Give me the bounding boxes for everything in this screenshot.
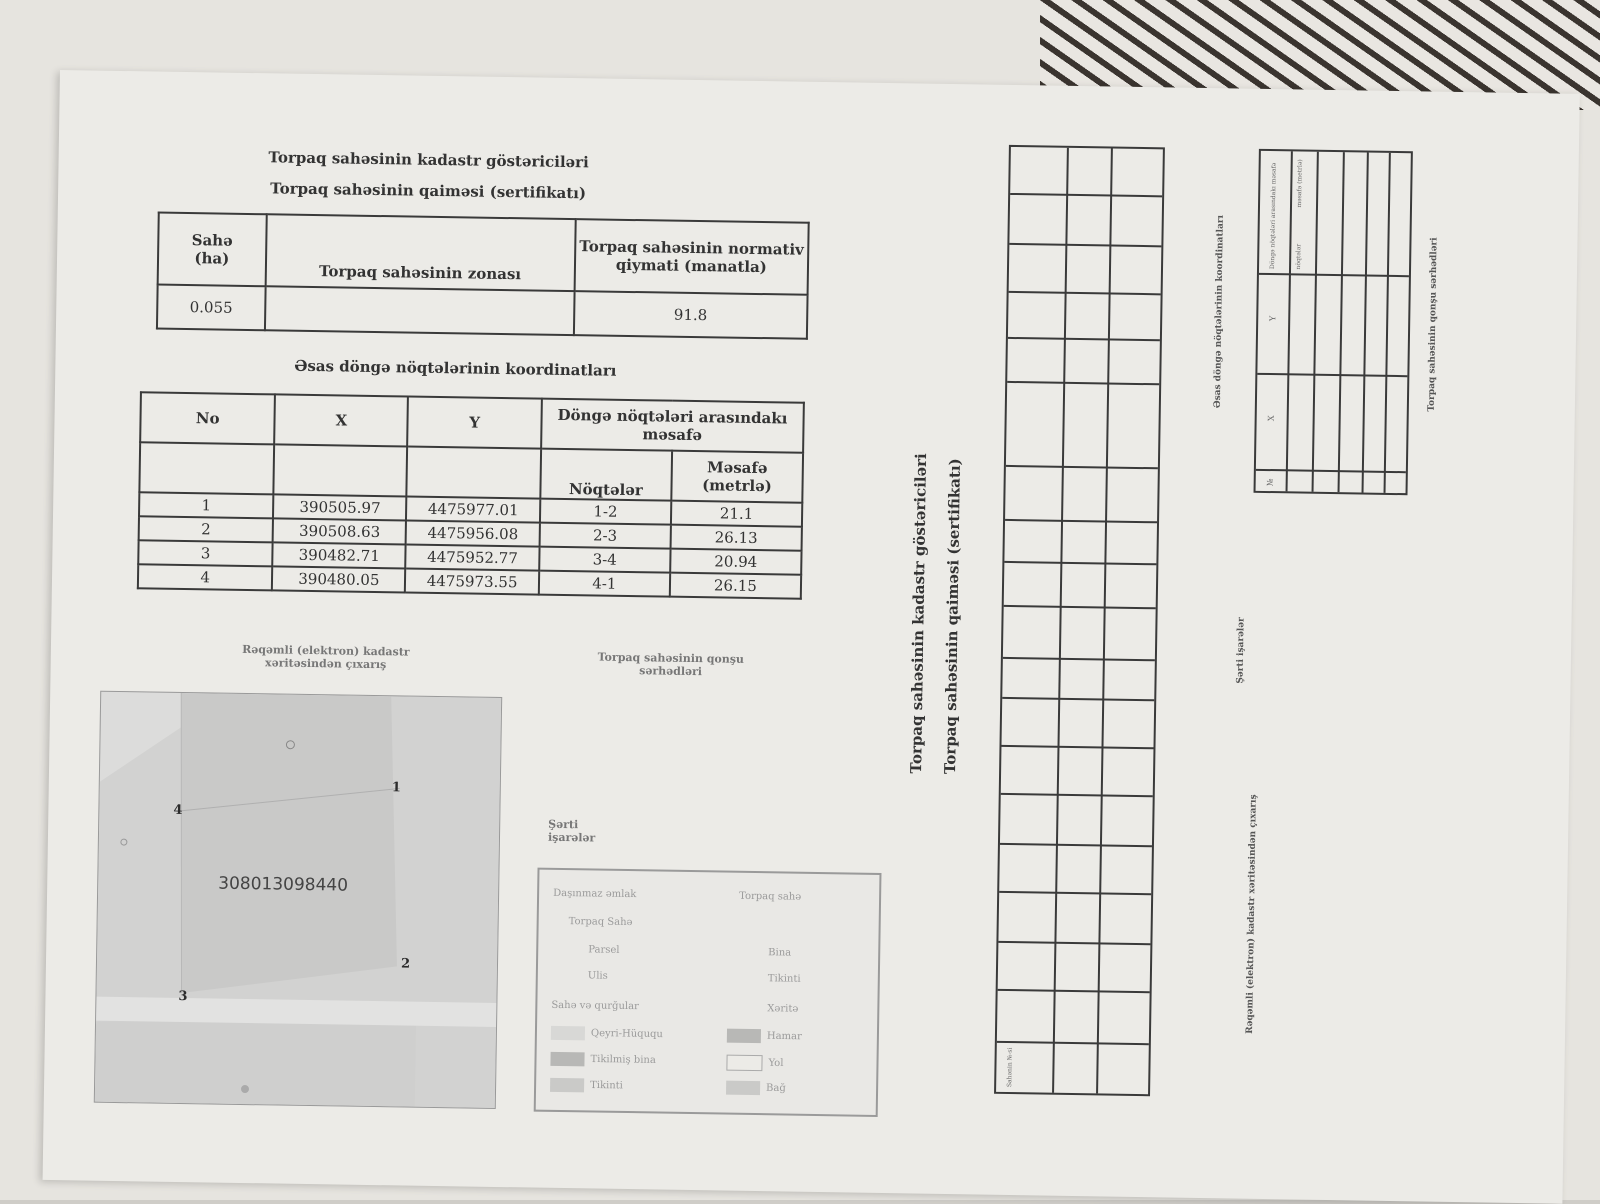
col-distance-header: Məsafə (metrlə) — [671, 451, 803, 503]
vertex-label: 3 — [178, 988, 188, 1005]
swatch — [550, 1052, 584, 1067]
right-subtitle: Torpaq sahəsinin qaiməsi (sertifikatı) — [941, 458, 965, 775]
row-no: 2 — [139, 516, 274, 542]
swatch — [551, 1026, 585, 1041]
col-between-header: Döngə nöqtələri arasındakı məsafə — [541, 399, 804, 453]
row-no: 4 — [138, 564, 273, 590]
row-distance: 26.13 — [670, 525, 801, 551]
row-distance: 26.15 — [670, 573, 801, 599]
right-title: Torpaq sahəsinin kadastr göstəriciləri — [907, 453, 931, 774]
row-points: 4-1 — [539, 571, 670, 597]
doc-subtitle: Torpaq sahəsinin qaiməsi (sertifikatı) — [270, 179, 587, 203]
row-distance: 21.1 — [671, 501, 802, 527]
right-coords-table — [1254, 149, 1413, 495]
owner-col-label: Sahənin №-si — [1006, 1047, 1014, 1088]
row-points: 2-3 — [539, 523, 670, 549]
legend-item: Tikilmiş bina — [550, 1052, 656, 1068]
legend-item: Parsel — [588, 944, 620, 956]
right-col-x: X — [1266, 415, 1276, 422]
row-distance: 20.94 — [670, 549, 801, 575]
legend-col2-title: Torpaq sahə — [739, 890, 802, 903]
row-y: 4475973.55 — [405, 568, 539, 594]
right-col-points: nöqtələr — [1295, 243, 1303, 270]
swatch — [726, 1055, 762, 1072]
col-value-header: Torpaq sahəsinin normativ qiymati (manatla) — [574, 219, 808, 295]
col-x-header: X — [274, 394, 408, 446]
right-boundary-caption: Torpaq sahəsinin qonşu sərhədləri — [1426, 237, 1440, 412]
area-value: 0.055 — [157, 285, 265, 331]
row-no: 3 — [138, 540, 273, 566]
legend-item: Xəritə — [767, 1003, 799, 1015]
right-col-y: Y — [1268, 315, 1278, 322]
legend-group-title: Sahə və qurğular — [551, 999, 639, 1013]
summary-table — [156, 212, 810, 340]
row-points: 3-4 — [539, 547, 670, 573]
legend-box — [534, 868, 882, 1117]
legend-item: Qeyri-Hüququ — [551, 1026, 663, 1042]
right-col-distance: məsafə (metrlə) — [1295, 159, 1304, 208]
row-x: 390480.05 — [272, 566, 406, 592]
row-points: 1-2 — [540, 499, 671, 525]
legend-item: Tikinti — [767, 973, 801, 985]
legend-item: Ulis — [587, 970, 608, 982]
right-col-no: № — [1265, 478, 1275, 487]
normative-value: 91.8 — [574, 291, 808, 339]
row-no: 1 — [139, 492, 274, 518]
map-svg — [95, 692, 501, 1108]
map-caption: Rəqəmli (elektron) kadastr xəritəsindən çıxarış — [242, 642, 410, 672]
coordinates-table — [137, 391, 805, 599]
zone-value — [265, 286, 575, 335]
col-points-header: Nöqtələr — [540, 449, 672, 501]
right-conventions: Şərti işarələr — [1235, 617, 1247, 684]
legend-col1-title: Daşınmaz əmlak — [553, 887, 637, 901]
right-map-caption: Rəqəmli (elektron) kadastr xəritəsindən çıxarış — [1245, 794, 1259, 1034]
legend-item: Tikinti — [550, 1078, 623, 1093]
row-x: 390505.97 — [273, 494, 407, 520]
document-sheet — [43, 70, 1580, 1204]
vertex-label: 4 — [173, 802, 183, 819]
legend-item: Bina — [768, 947, 792, 959]
col-area-header: Sahə (ha) — [158, 213, 267, 287]
swatch — [550, 1078, 584, 1093]
legend-item: Yol — [726, 1055, 783, 1072]
vertex-label: 1 — [391, 780, 401, 796]
legend-item: Hamar — [727, 1029, 802, 1044]
conventions-label: Şərti işarələr — [547, 817, 596, 845]
vertex-label: 2 — [400, 956, 411, 972]
row-y: 4475956.08 — [406, 520, 540, 546]
coords-title: Əsas döngə nöqtələrinin koordinatları — [294, 356, 617, 380]
row-x: 390482.71 — [272, 542, 406, 568]
col-zone-header: Torpaq sahəsinin zonası — [265, 214, 575, 291]
right-vertical-table — [994, 145, 1165, 1096]
swatch — [727, 1029, 761, 1044]
legend-item: Bağ — [726, 1081, 786, 1096]
row-y: 4475977.01 — [406, 496, 540, 522]
row-y: 4475952.77 — [406, 544, 540, 570]
right-col-between: Döngə nöqtələri arasındakı məsafə — [1269, 162, 1278, 270]
swatch — [726, 1081, 760, 1096]
right-coords-title: Əsas döngə nöqtələrinin koordinatları — [1212, 214, 1226, 409]
col-y-header: Y — [408, 397, 542, 449]
doc-title: Torpaq sahəsinin kadastr göstəriciləri — [268, 148, 589, 172]
col-no-header: No — [140, 392, 275, 444]
cadastral-map — [94, 691, 502, 1109]
row-x: 390508.63 — [273, 518, 407, 544]
legend-item: Torpaq Sahə — [568, 916, 633, 929]
boundary-caption: Torpaq sahəsinin qonşu sərhədləri — [597, 650, 745, 679]
parcel-polygon — [177, 693, 402, 996]
parcel-id: 308013098440 — [218, 873, 349, 896]
